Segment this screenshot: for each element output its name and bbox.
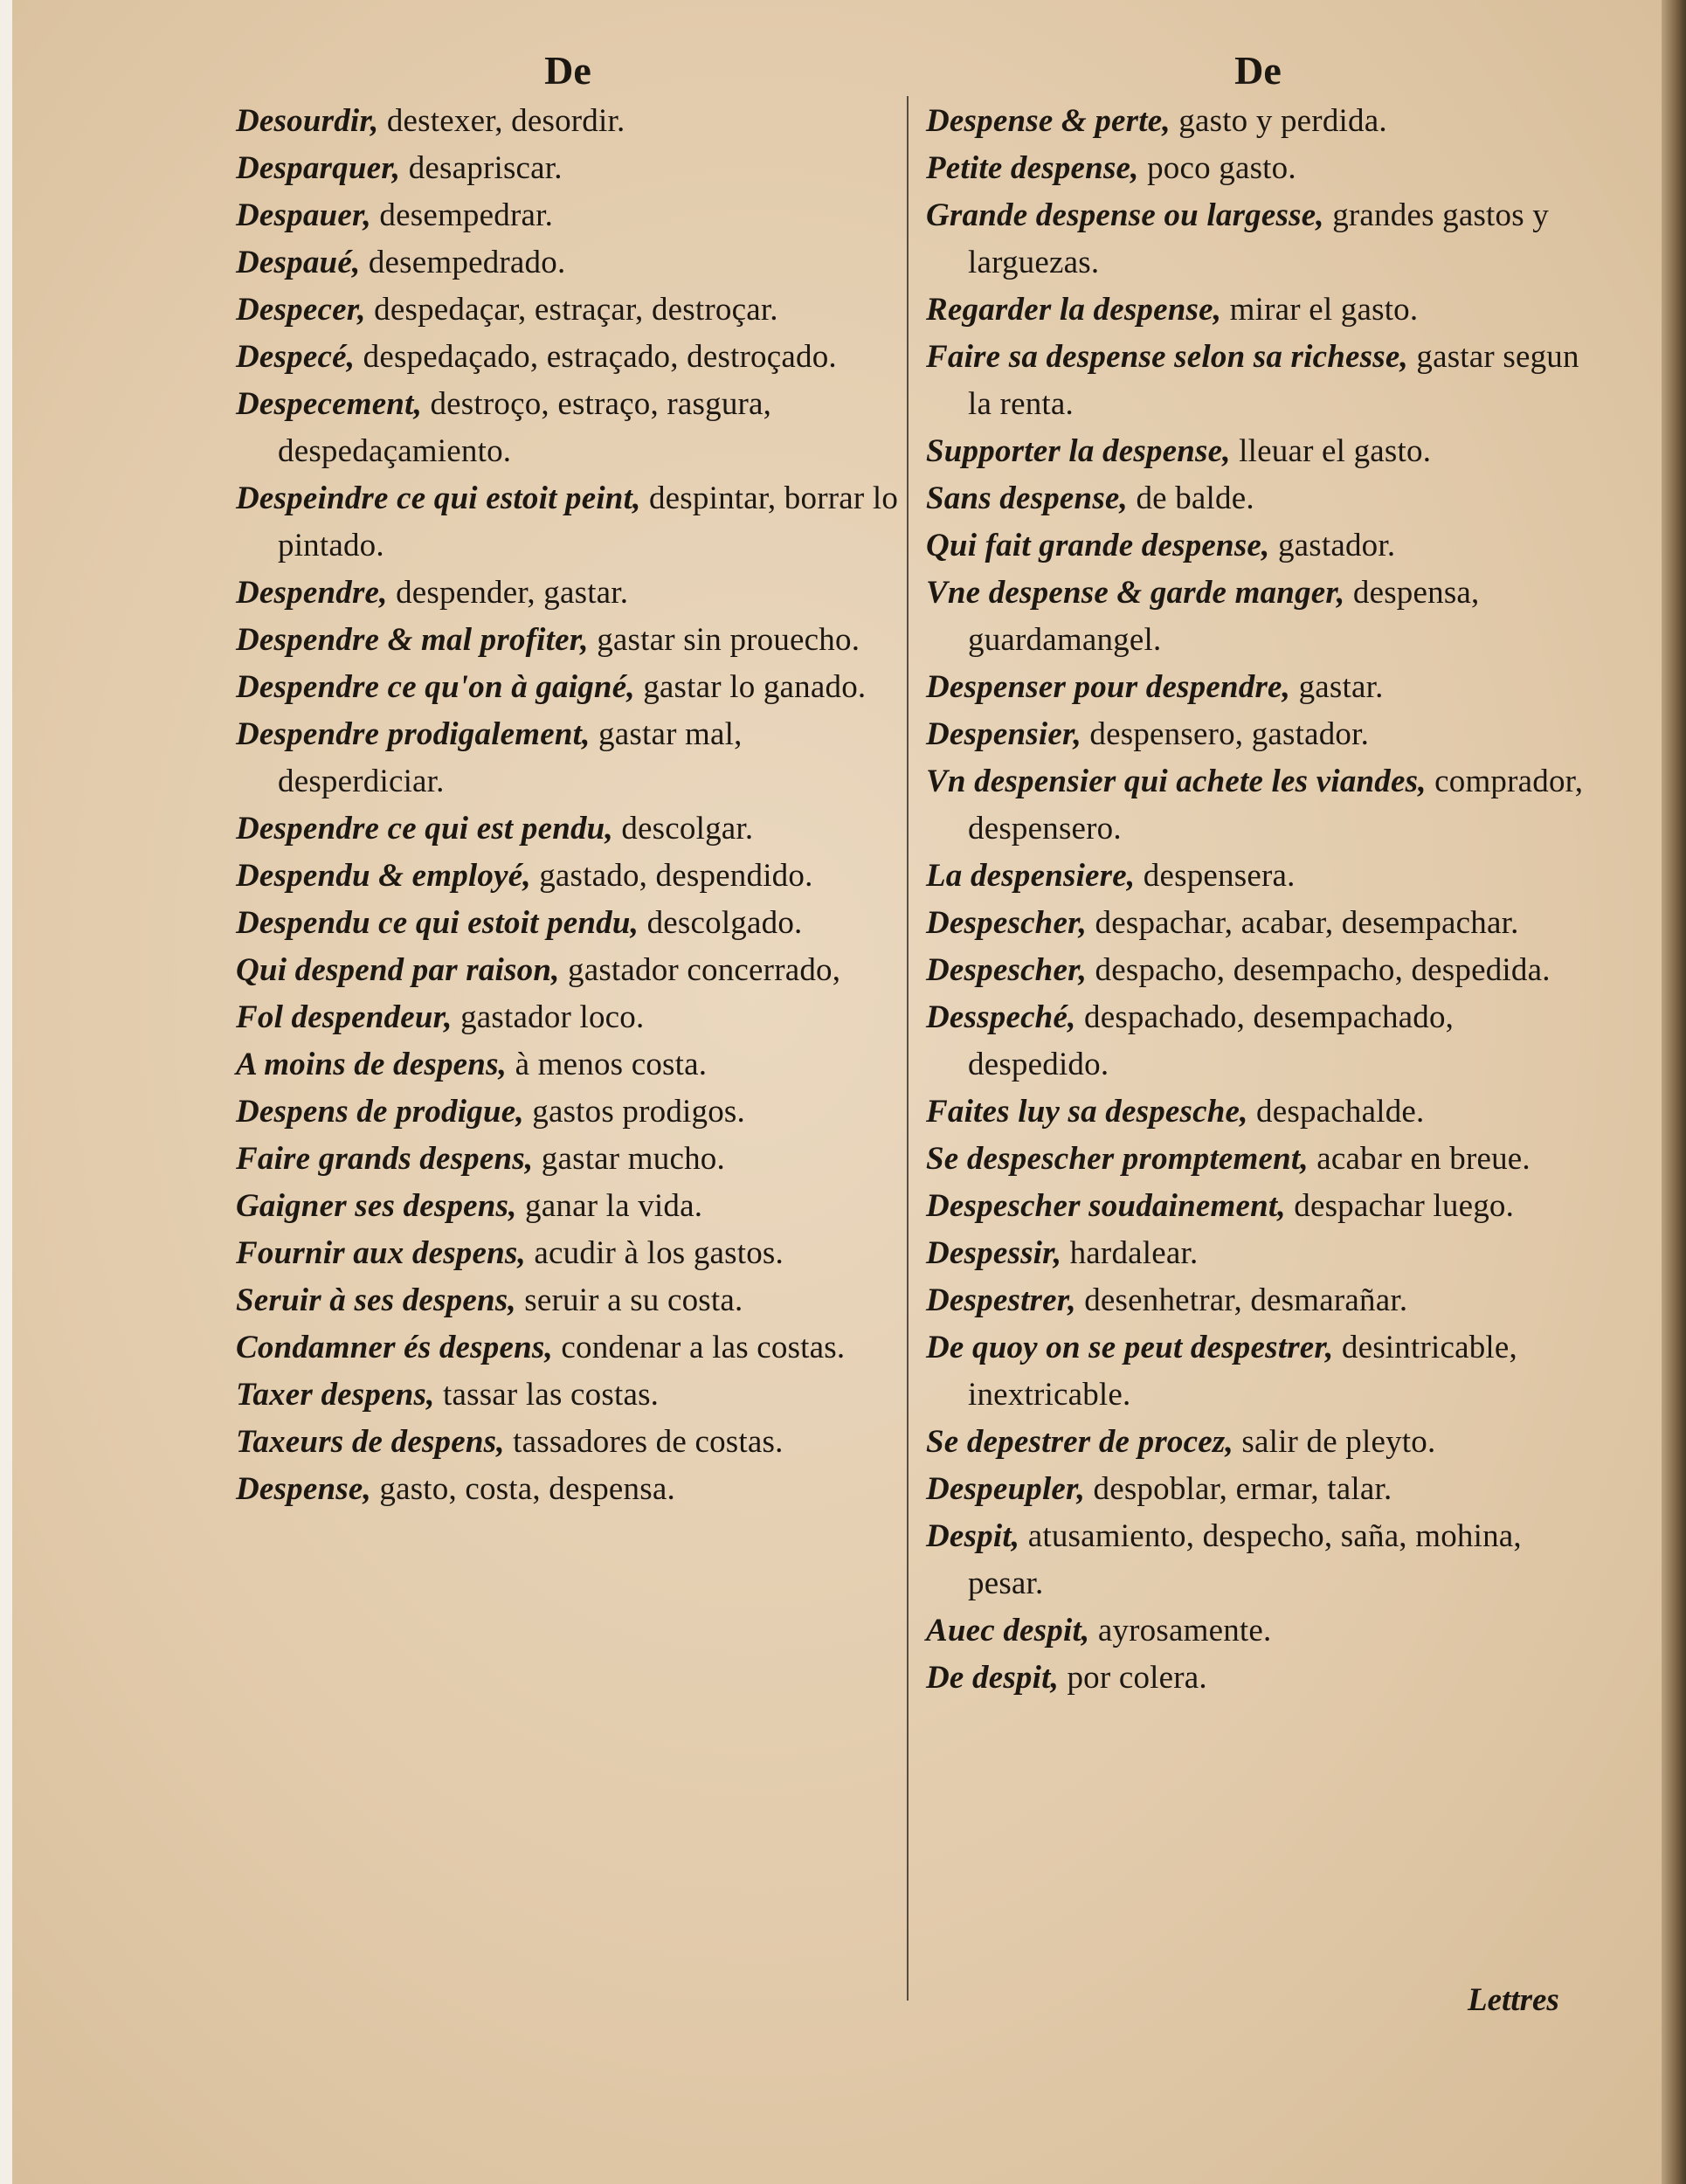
french-headword: Seruir à ses despens, (236, 1282, 516, 1318)
french-headword: Desspeché, (926, 999, 1076, 1035)
french-headword: Despescher soudainement, (926, 1188, 1286, 1224)
dictionary-entry (236, 1372, 900, 1419)
spanish-gloss: tassar las costas. (434, 1377, 660, 1413)
french-headword: Despendre prodigalement, (236, 716, 591, 752)
french-headword: Despensier, (926, 716, 1081, 752)
dictionary-entry (926, 1655, 1590, 1702)
french-headword: Despense, (236, 1471, 371, 1507)
french-headword: De despit, (926, 1660, 1060, 1696)
french-headword: Despescher, (926, 905, 1088, 941)
dictionary-entry (236, 711, 900, 805)
spanish-gloss: destroço, estraço, rasgura, despedaçamiento. (278, 386, 772, 469)
dictionary-entry (926, 1183, 1590, 1230)
dictionary-entry (236, 994, 900, 1041)
column-rule (907, 96, 909, 2001)
dictionary-entry (926, 711, 1590, 758)
french-headword: Taxer despens, (236, 1377, 435, 1413)
spanish-gloss: gastar. (1290, 669, 1384, 705)
dictionary-entry (926, 192, 1590, 287)
french-headword: Despaué, (236, 245, 361, 280)
spanish-gloss: despoblar, ermar, talar. (1085, 1471, 1392, 1507)
dictionary-entry (236, 98, 900, 145)
french-headword: Despecé, (236, 339, 356, 375)
dictionary-entry (236, 1419, 900, 1466)
french-headword: Gaigner ses despens, (236, 1188, 517, 1224)
spanish-gloss: gastador. (1269, 528, 1396, 563)
left-entry-list (236, 98, 900, 1513)
french-headword: Despenser pour despendre, (926, 669, 1291, 705)
dictionary-entry (926, 1513, 1590, 1607)
spanish-gloss: gastar sin prouecho. (588, 622, 860, 658)
french-headword: Taxeurs de despens, (236, 1424, 505, 1460)
dictionary-entry (236, 1041, 900, 1089)
spanish-gloss: acudir à los gastos. (525, 1235, 784, 1271)
french-headword: Despens de prodigue, (236, 1094, 524, 1130)
dictionary-entry (926, 1607, 1590, 1655)
spanish-gloss: despachado, desempachado, despedido. (968, 999, 1455, 1082)
spanish-gloss: gasto, costa, despensa. (370, 1471, 675, 1507)
french-headword: Despit, (926, 1518, 1020, 1554)
french-headword: Fournir aux despens, (236, 1235, 526, 1271)
dictionary-entry (926, 1277, 1590, 1324)
dictionary-entry (236, 334, 900, 381)
french-headword: Se depestrer de procez, (926, 1424, 1233, 1460)
spanish-gloss: despachalde. (1247, 1094, 1425, 1130)
spanish-gloss: despedaçado, estraçado, destroçado. (355, 339, 837, 375)
dictionary-entry (926, 428, 1590, 475)
spanish-gloss: por colera. (1059, 1660, 1207, 1696)
spanish-gloss: gastador concerrado, (559, 952, 841, 988)
dictionary-entry (236, 853, 900, 900)
spanish-gloss: despensera. (1135, 858, 1296, 894)
spanish-gloss: desempedrado. (360, 245, 566, 280)
french-headword: Sans despense, (926, 480, 1128, 516)
dictionary-entry (926, 1230, 1590, 1277)
french-headword: Despessir, (926, 1235, 1062, 1271)
spanish-gloss: ayrosamente. (1089, 1613, 1272, 1648)
spanish-gloss: ganar la vida. (516, 1188, 703, 1224)
right-running-head: De (1234, 48, 1282, 93)
spanish-gloss: descolgado. (639, 905, 803, 941)
spanish-gloss: destexer, desordir. (378, 103, 625, 139)
french-headword: Grande despense ou largesse, (926, 197, 1324, 233)
spanish-gloss: despedaçar, estraçar, destroçar. (365, 292, 778, 328)
left-column (236, 44, 900, 1513)
french-headword: Despestrer, (926, 1282, 1076, 1318)
dictionary-entry (926, 1136, 1590, 1183)
spanish-gloss: desapriscar. (400, 150, 563, 186)
dictionary-entry (236, 239, 900, 287)
spanish-gloss: tassadores de costas. (504, 1424, 784, 1460)
dictionary-entry (236, 947, 900, 994)
spanish-gloss: desintricable, inextricable. (968, 1330, 1517, 1413)
french-headword: Petite despense, (926, 150, 1139, 186)
right-entry-list (926, 98, 1590, 1702)
spanish-gloss: gastar segun la renta. (968, 339, 1579, 422)
dictionary-entry (236, 617, 900, 664)
french-headword: Fol despendeur, (236, 999, 453, 1035)
spanish-gloss: comprador, despensero. (968, 764, 1584, 847)
scan-margin-left (0, 0, 12, 2184)
dictionary-entry (926, 287, 1590, 334)
spanish-gloss: despintar, borrar lo pintado. (278, 480, 899, 563)
dictionary-entry (926, 1466, 1590, 1513)
dictionary-entry (926, 145, 1590, 192)
french-headword: Despescher, (926, 952, 1088, 988)
french-headword: Despendu ce qui estoit pendu, (236, 905, 639, 941)
spanish-gloss: gastos prodigos. (523, 1094, 745, 1130)
french-headword: Se despescher promptement, (926, 1141, 1309, 1177)
dictionary-entry (236, 1183, 900, 1230)
french-headword: Despeupler, (926, 1471, 1086, 1507)
catchword: Lettres (1468, 1982, 1559, 2018)
dictionary-entry (926, 853, 1590, 900)
french-headword: Despendre, (236, 575, 388, 611)
dictionary-entry (926, 947, 1590, 994)
dictionary-entry (236, 287, 900, 334)
dictionary-entry (926, 758, 1590, 853)
dictionary-entry (236, 570, 900, 617)
dictionary-entry (236, 1089, 900, 1136)
french-headword: Faire grands despens, (236, 1141, 534, 1177)
french-headword: Vn despensier qui achete les viandes, (926, 764, 1427, 799)
french-headword: Desourdir, (236, 103, 379, 139)
dictionary-entry (926, 522, 1590, 570)
french-headword: Regarder la despense, (926, 292, 1222, 328)
spanish-gloss: à menos costa. (507, 1047, 708, 1082)
spanish-gloss: gastado, despendido. (530, 858, 813, 894)
spanish-gloss: gastar mal, desperdiciar. (278, 716, 743, 799)
french-headword: La despensiere, (926, 858, 1136, 894)
dictionary-entry (236, 805, 900, 853)
spanish-gloss: despensa, guardamangel. (968, 575, 1480, 658)
dictionary-entry (926, 1324, 1590, 1419)
dictionary-entry (236, 192, 900, 239)
french-headword: Condamner és despens, (236, 1330, 553, 1365)
french-headword: De quoy on se peut despestrer, (926, 1330, 1334, 1365)
spanish-gloss: grandes gastos y larguezas. (968, 197, 1549, 280)
dictionary-entry (926, 475, 1590, 522)
dictionary-entry (236, 475, 900, 570)
dictionary-entry (236, 1230, 900, 1277)
spanish-gloss: gastar lo ganado. (634, 669, 867, 705)
dictionary-entry (236, 664, 900, 711)
left-running-head: De (544, 48, 591, 93)
french-headword: Faites luy sa despesche, (926, 1094, 1248, 1130)
dictionary-entry (926, 664, 1590, 711)
french-headword: Despendu & employé, (236, 858, 531, 894)
spanish-gloss: lleuar el gasto. (1230, 433, 1432, 469)
french-headword: Despecer, (236, 292, 366, 328)
spanish-gloss: mirar el gasto. (1221, 292, 1419, 328)
spanish-gloss: condenar a las costas. (552, 1330, 846, 1365)
spanish-gloss: de balde. (1128, 480, 1254, 516)
spanish-gloss: gastador loco. (452, 999, 645, 1035)
spanish-gloss: despachar luego. (1285, 1188, 1515, 1224)
spanish-gloss: gasto y perdida. (1170, 103, 1387, 139)
dictionary-entry (236, 1466, 900, 1513)
dictionary-entry (926, 1419, 1590, 1466)
dictionary-entry (236, 145, 900, 192)
spanish-gloss: desenhetrar, desmarañar. (1075, 1282, 1408, 1318)
dictionary-entry (926, 900, 1590, 947)
book-fore-edge (1662, 0, 1686, 2184)
french-headword: Despeindre ce qui estoit peint, (236, 480, 641, 516)
french-headword: Faire sa despense selon sa richesse, (926, 339, 1408, 375)
spanish-gloss: desempedrar. (370, 197, 554, 233)
french-headword: Despense & perte, (926, 103, 1171, 139)
french-headword: Qui fait grande despense, (926, 528, 1270, 563)
dictionary-entry (236, 1324, 900, 1372)
spanish-gloss: seruir a su costa. (515, 1282, 743, 1318)
spanish-gloss: acabar en breue. (1308, 1141, 1531, 1177)
spanish-gloss: despacho, desempacho, despedida. (1087, 952, 1551, 988)
spanish-gloss: gastar mucho. (533, 1141, 725, 1177)
spanish-gloss: hardalear. (1061, 1235, 1199, 1271)
dictionary-entry (926, 334, 1590, 428)
spanish-gloss: despachar, acabar, desempachar. (1087, 905, 1519, 941)
spanish-gloss: despensero, gastador. (1081, 716, 1370, 752)
french-headword: Despendre & mal profiter, (236, 622, 589, 658)
right-column (926, 44, 1590, 1702)
french-headword: Despendre ce qu'on à gaigné, (236, 669, 635, 705)
french-headword: Despendre ce qui est pendu, (236, 811, 613, 847)
dictionary-entry (926, 570, 1590, 664)
spanish-gloss: descolgar. (612, 811, 754, 847)
spanish-gloss: atusamiento, despecho, saña, mohina, pesar. (968, 1518, 1522, 1601)
dictionary-entry (236, 1277, 900, 1324)
french-headword: A moins de despens, (236, 1047, 508, 1082)
french-headword: Desparquer, (236, 150, 401, 186)
dictionary-entry (926, 994, 1590, 1089)
dictionary-entry (926, 98, 1590, 145)
dictionary-entry (236, 1136, 900, 1183)
spanish-gloss: despender, gastar. (387, 575, 629, 611)
spanish-gloss: salir de pleyto. (1233, 1424, 1436, 1460)
french-headword: Despecement, (236, 386, 423, 422)
french-headword: Supporter la despense, (926, 433, 1231, 469)
french-headword: Qui despend par raison, (236, 952, 560, 988)
spanish-gloss: poco gasto. (1138, 150, 1296, 186)
french-headword: Auec despit, (926, 1613, 1090, 1648)
dictionary-entry (926, 1089, 1590, 1136)
french-headword: Vne despense & garde manger, (926, 575, 1345, 611)
french-headword: Despauer, (236, 197, 371, 233)
dictionary-entry (236, 381, 900, 475)
dictionary-entry (236, 900, 900, 947)
